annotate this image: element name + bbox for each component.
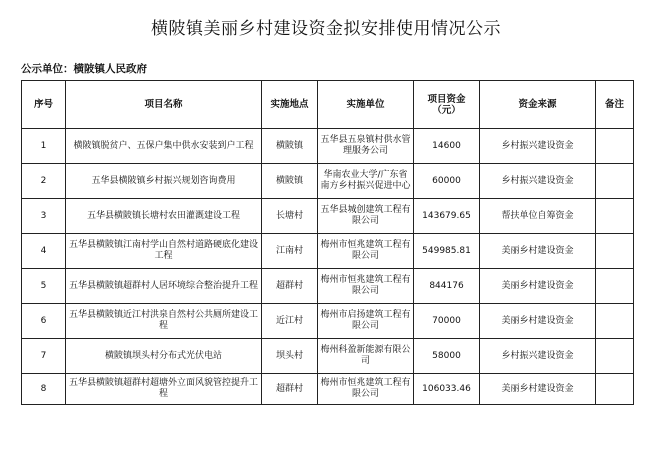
cell-source: 美丽乡村建设资金 (480, 304, 596, 339)
page-title: 横陂镇美丽乡村建设资金拟安排使用情况公示 (151, 19, 501, 39)
table-row (22, 164, 634, 199)
cell-location: 长塘村 (262, 199, 318, 234)
cell-note (596, 339, 634, 374)
cell-amount: 549985.81 (414, 234, 480, 269)
cell-no: 7 (22, 339, 66, 374)
cell-unit: 五华县五泉镇村供水管理服务公司 (318, 129, 414, 164)
publisher-label: 公示单位：横陂镇人民政府 (21, 63, 147, 75)
table-header-row (22, 81, 634, 129)
column-header-location: 实施地点 (262, 81, 318, 129)
cell-note (596, 164, 634, 199)
cell-amount: 106033.46 (414, 374, 480, 405)
cell-amount: 60000 (414, 164, 480, 199)
cell-no: 8 (22, 374, 66, 405)
table-row (22, 374, 634, 405)
cell-unit: 梅州市启扬建筑工程有限公司 (318, 304, 414, 339)
column-header-unit: 实施单位 (318, 81, 414, 129)
cell-name: 五华县横陂镇江南村学山自然村道路硬底化建设工程 (66, 234, 262, 269)
cell-name: 横陂镇脱贫户、五保户集中供水安装到户工程 (66, 129, 262, 164)
cell-note (596, 269, 634, 304)
cell-name: 五华县横陂镇超群村超塘外立面风貌管控提升工程 (66, 374, 262, 405)
cell-unit: 梅州市恒兆建筑工程有限公司 (318, 234, 414, 269)
cell-unit: 梅州市恒兆建筑工程有限公司 (318, 269, 414, 304)
cell-amount: 143679.65 (414, 199, 480, 234)
cell-note (596, 129, 634, 164)
column-header-name: 项目名称 (66, 81, 262, 129)
table-row (22, 129, 634, 164)
column-header-note: 备注 (596, 81, 634, 129)
cell-note (596, 234, 634, 269)
cell-location: 横陂镇 (262, 164, 318, 199)
cell-no: 6 (22, 304, 66, 339)
cell-note (596, 374, 634, 405)
cell-location: 超群村 (262, 374, 318, 405)
cell-name: 五华县横陂镇近江村洪泉自然村公共厕所建设工程 (66, 304, 262, 339)
table-row (22, 199, 634, 234)
table-row (22, 304, 634, 339)
cell-name: 横陂镇坝头村分布式光伏电站 (66, 339, 262, 374)
cell-no: 4 (22, 234, 66, 269)
cell-name: 五华县横陂镇长塘村农田灌溉建设工程 (66, 199, 262, 234)
column-header-no: 序号 (22, 81, 66, 129)
funding-table (21, 80, 634, 405)
cell-location: 横陂镇 (262, 129, 318, 164)
cell-location: 坝头村 (262, 339, 318, 374)
cell-unit: 梅州市恒兆建筑工程有限公司 (318, 374, 414, 405)
cell-source: 美丽乡村建设资金 (480, 269, 596, 304)
cell-amount: 58000 (414, 339, 480, 374)
cell-location: 超群村 (262, 269, 318, 304)
cell-source: 乡村振兴建设资金 (480, 129, 596, 164)
cell-name: 五华县横陂镇乡村振兴规划咨询费用 (66, 164, 262, 199)
column-header-source: 资金来源 (480, 81, 596, 129)
cell-source: 帮扶单位自筹资金 (480, 199, 596, 234)
table-row (22, 234, 634, 269)
cell-no: 1 (22, 129, 66, 164)
cell-no: 5 (22, 269, 66, 304)
cell-source: 美丽乡村建设资金 (480, 374, 596, 405)
cell-name: 五华县横陂镇超群村人居环境综合整治提升工程 (66, 269, 262, 304)
cell-amount: 844176 (414, 269, 480, 304)
cell-unit: 梅州科盈新能源有限公司 (318, 339, 414, 374)
cell-source: 美丽乡村建设资金 (480, 234, 596, 269)
cell-note (596, 304, 634, 339)
table-row (22, 269, 634, 304)
cell-no: 3 (22, 199, 66, 234)
cell-no: 2 (22, 164, 66, 199)
cell-unit: 华南农业大学/广东省南方乡村振兴促进中心 (318, 164, 414, 199)
cell-source: 乡村振兴建设资金 (480, 164, 596, 199)
column-header-amount: 项目资金（元） (414, 81, 480, 129)
cell-note (596, 199, 634, 234)
cell-location: 江南村 (262, 234, 318, 269)
cell-location: 近江村 (262, 304, 318, 339)
cell-amount: 70000 (414, 304, 480, 339)
cell-amount: 14600 (414, 129, 480, 164)
table-row (22, 339, 634, 374)
cell-unit: 五华县城创建筑工程有限公司 (318, 199, 414, 234)
cell-source: 乡村振兴建设资金 (480, 339, 596, 374)
